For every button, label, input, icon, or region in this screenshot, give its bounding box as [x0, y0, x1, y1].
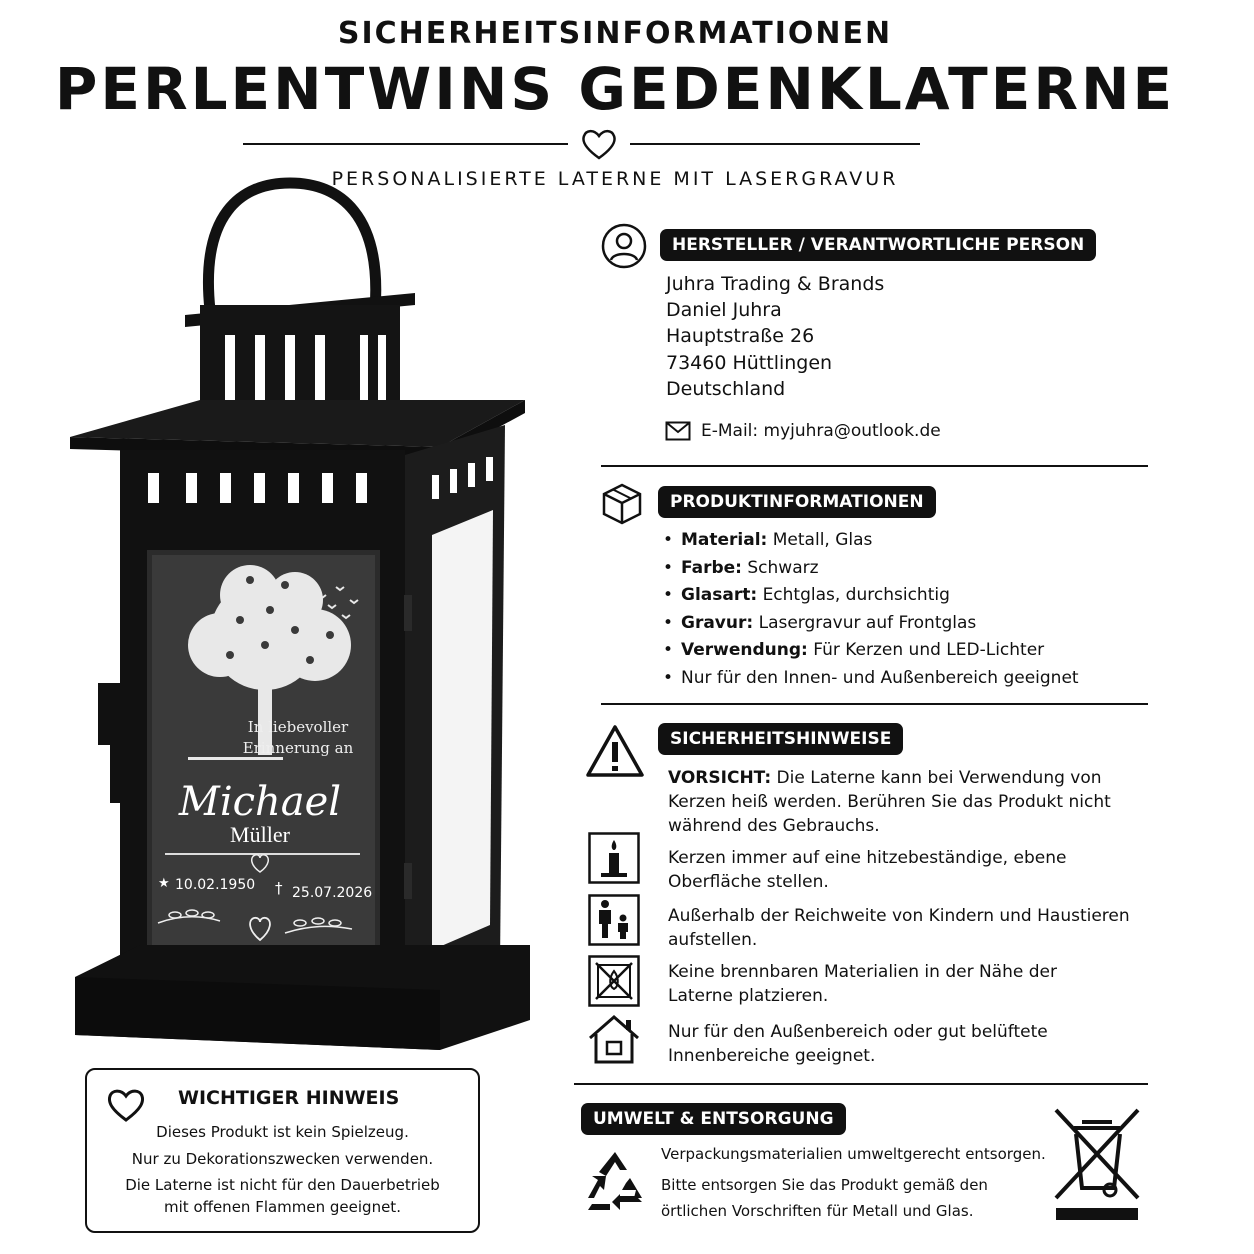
- warning-icon: [585, 724, 645, 778]
- safety-rule-3-line-2: Laterne platzieren.: [668, 986, 829, 1006]
- cross-icon: †: [275, 879, 283, 897]
- star-icon: ★: [158, 876, 170, 891]
- heart-icon: [580, 127, 618, 161]
- important-note-line-4: mit offenen Flammen geeignet.: [164, 1198, 401, 1216]
- manufacturer-company: Juhra Trading & Brands: [666, 273, 885, 295]
- environment-line-2: Bitte entsorgen Sie das Produkt gemäß den: [661, 1176, 988, 1194]
- engraving-birth-date: 10.02.1950: [175, 877, 256, 893]
- adult-child-icon: [588, 894, 640, 946]
- person-icon: [600, 222, 648, 270]
- mail-icon: [665, 421, 691, 441]
- safety-rule-4-line-1: Nur für den Außenbereich oder gut belüftete: [668, 1022, 1048, 1042]
- important-note-heading: WICHTIGER HINWEIS: [178, 1087, 400, 1109]
- important-note-line-1: Dieses Produkt ist kein Spielzeug.: [156, 1123, 409, 1141]
- environment-line-3: örtlichen Vorschriften für Metall und Glas.: [661, 1202, 974, 1220]
- safety-rule-2-line-1: Außerhalb der Reichweite von Kindern und Haustieren: [668, 906, 1130, 926]
- section-divider: [601, 703, 1148, 705]
- page-title: PERLENTWINS GEDENKLATERNE: [54, 55, 1176, 123]
- manufacturer-city: 73460 Hüttlingen: [666, 352, 833, 374]
- header-divider-left: [243, 143, 568, 145]
- warning-line-3: während des Gebrauchs.: [668, 816, 880, 836]
- header-divider-right: [630, 143, 920, 145]
- list-item: • Gravur: Lasergravur auf Frontglas: [663, 613, 1079, 641]
- manufacturer-email[interactable]: E-Mail: myjuhra@outlook.de: [701, 421, 941, 441]
- important-note-line-2: Nur zu Dekorationszwecken verwenden.: [131, 1150, 434, 1168]
- manufacturer-heading: HERSTELLER / VERANTWORTLICHE PERSON: [660, 229, 1096, 261]
- no-flammables-icon: [588, 955, 640, 1007]
- safety-rule-3-line-1: Keine brennbaren Materialien in der Nähe der: [668, 962, 1057, 982]
- safety-rule-2-line-2: aufstellen.: [668, 930, 758, 950]
- engraving-intro-1: In liebevoller: [247, 718, 349, 736]
- important-note-line-3: Die Laterne ist nicht für den Dauerbetrieb: [125, 1176, 440, 1194]
- safety-rule-1-line-2: Oberfläche stellen.: [668, 872, 829, 892]
- list-item: • Glasart: Echtglas, durchsichtig: [663, 585, 1079, 613]
- weee-bin-icon: [1052, 1106, 1142, 1222]
- header-kicker: SICHERHEITSINFORMATIONEN: [337, 16, 893, 51]
- section-divider: [574, 1083, 1148, 1085]
- product-heading: PRODUKTINFORMATIONEN: [658, 486, 936, 518]
- house-icon: [586, 1012, 642, 1066]
- environment-heading: UMWELT & ENTSORGUNG: [581, 1103, 846, 1135]
- list-item: • Nur für den Innen- und Außenbereich geeignet: [663, 668, 1079, 696]
- safety-rule-4-line-2: Innenbereiche geeignet.: [668, 1046, 876, 1066]
- list-item: • Verwendung: Für Kerzen und LED-Lichter: [663, 640, 1079, 668]
- lantern-image: [60, 175, 540, 1060]
- warning-line-2: Kerzen heiß werden. Berühren Sie das Produkt nicht: [668, 792, 1111, 812]
- safety-rule-1-line-1: Kerzen immer auf eine hitzebeständige, ebene: [668, 848, 1067, 868]
- manufacturer-street: Hauptstraße 26: [666, 325, 815, 347]
- warning-line-1: VORSICHT: Die Laterne kann bei Verwendung von: [668, 768, 1102, 788]
- list-item: • Farbe: Schwarz: [663, 558, 1079, 586]
- recycle-icon: [582, 1148, 648, 1214]
- list-item: • Material: Metall, Glas: [663, 530, 1079, 558]
- manufacturer-country: Deutschland: [666, 378, 786, 400]
- page-subtitle: PERSONALISIERTE LATERNE MIT LASERGRAVUR: [331, 168, 899, 190]
- environment-line-1: Verpackungsmaterialien umweltgerecht entsorgen.: [661, 1145, 1046, 1163]
- heart-icon: [106, 1087, 146, 1123]
- engraving-first-name: Michael: [178, 779, 342, 825]
- candle-icon: [588, 832, 640, 884]
- box-icon: [600, 482, 644, 526]
- safety-heading: SICHERHEITSHINWEISE: [658, 723, 903, 755]
- manufacturer-person: Daniel Juhra: [666, 299, 782, 321]
- engraving-death-date: 25.07.2026: [292, 885, 373, 901]
- product-info-list: [663, 530, 1079, 695]
- engraving-intro-2: Erinnerung an: [242, 739, 354, 757]
- engraving-last-name: Müller: [230, 822, 290, 847]
- section-divider: [601, 465, 1148, 467]
